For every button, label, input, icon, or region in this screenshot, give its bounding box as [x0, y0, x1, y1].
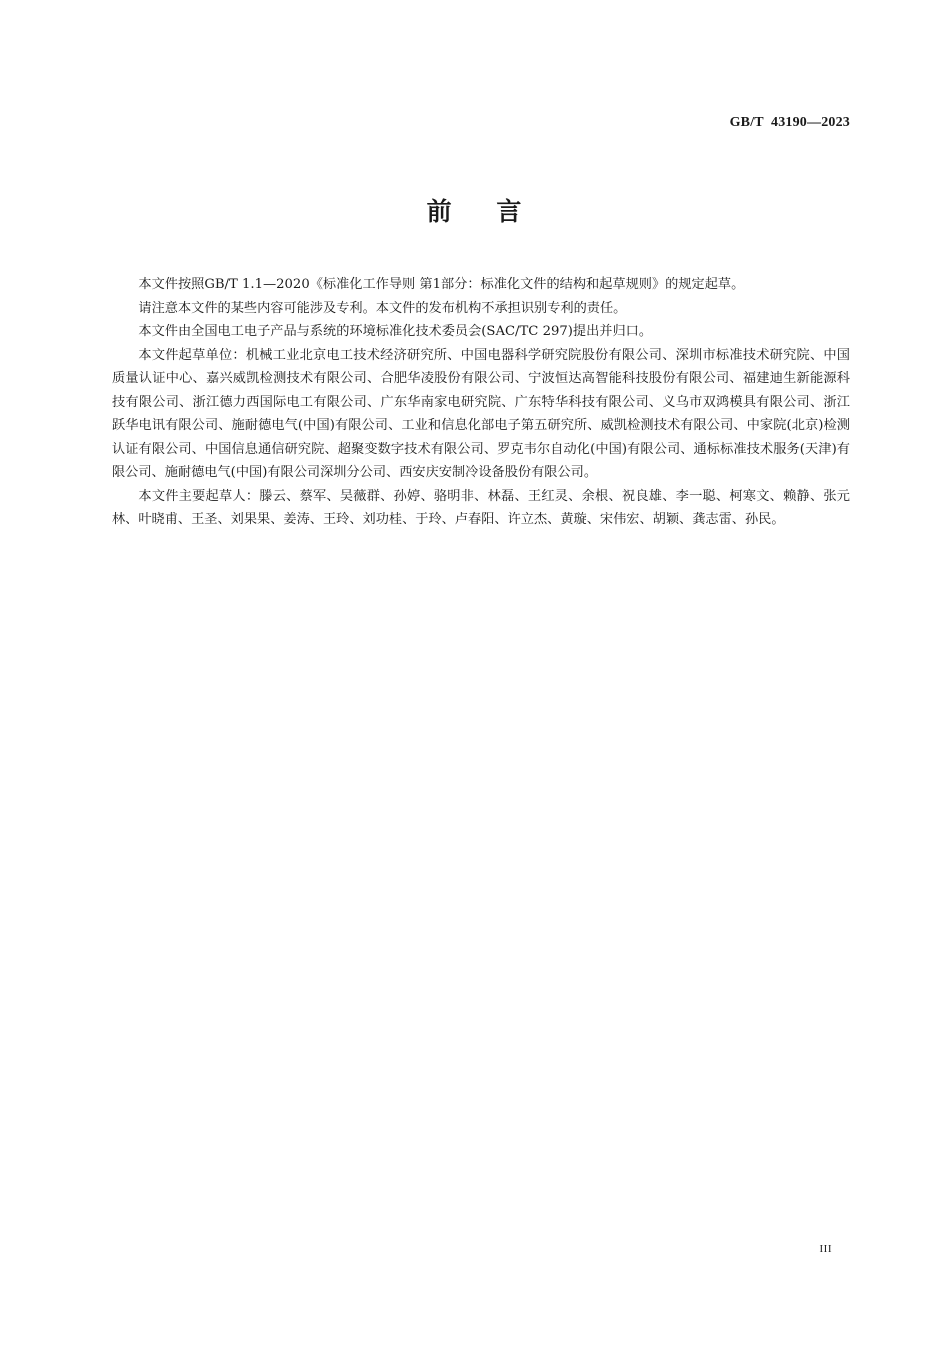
paragraph-drafting-rules: 本文件按照GB/T 1.1—2020《标准化工作导则 第1部分：标准化文件的结构和起草规则》的规定起草。	[138, 277, 745, 292]
paragraph-patent-notice: 请注意本文件的某些内容可能涉及专利。本文件的发布机构不承担识别专利的责任。	[138, 300, 627, 316]
paragraph-drafting-organizations: 本文件起草单位：机械工业北京电工技术经济研究所、中国电器科学研究院股份有限公司、深圳市标准技术研究院、中国质量认证中心、嘉兴威凯检测技术有限公司、合肥华凌股份有限公司、宁波恒达高智能科技股份有限公司、福建迪生新能源科技有限公司、浙江德力西国际电工有限公司、广东华南家电研究院、广东特华科技有限公司、义乌市双鸿模具有限公司、浙江跃华电讯有限公司、施耐德电气(中国)有限公司、工业和信息化部电子第五研究所、威凯检测技术有限公司、中家院(北京)检测认证有限公司、中国信息通信研究院、超聚变数字技术有限公司、罗克韦尔自动化(中国)有限公司、通标标准技术服务(天津)有限公司、施耐德电气(中国)有限公司深圳分公司、西安庆安制冷设备股份有限公司。	[112, 347, 850, 480]
paragraph-proposing-committee: 本文件由全国电工电子产品与系统的环境标准化技术委员会(SAC/TC 297)提出并归口。	[138, 324, 653, 339]
document-body	[112, 273, 850, 532]
page-number: III	[819, 1243, 832, 1255]
standard-number: GB/T 43190—2023	[729, 115, 850, 130]
page-title: 前 言	[426, 197, 524, 226]
paragraph-main-drafters: 本文件主要起草人：滕云、蔡军、吴薇群、孙婷、骆明非、林磊、王红灵、余根、祝良雄、李一聪、柯寒文、赖静、张元林、叶晓甫、王圣、刘果果、姜涛、王玲、刘功桂、于玲、卢春阳、许立杰、黄璇、宋伟宏、胡颖、龚志雷、孙民。	[112, 488, 850, 527]
